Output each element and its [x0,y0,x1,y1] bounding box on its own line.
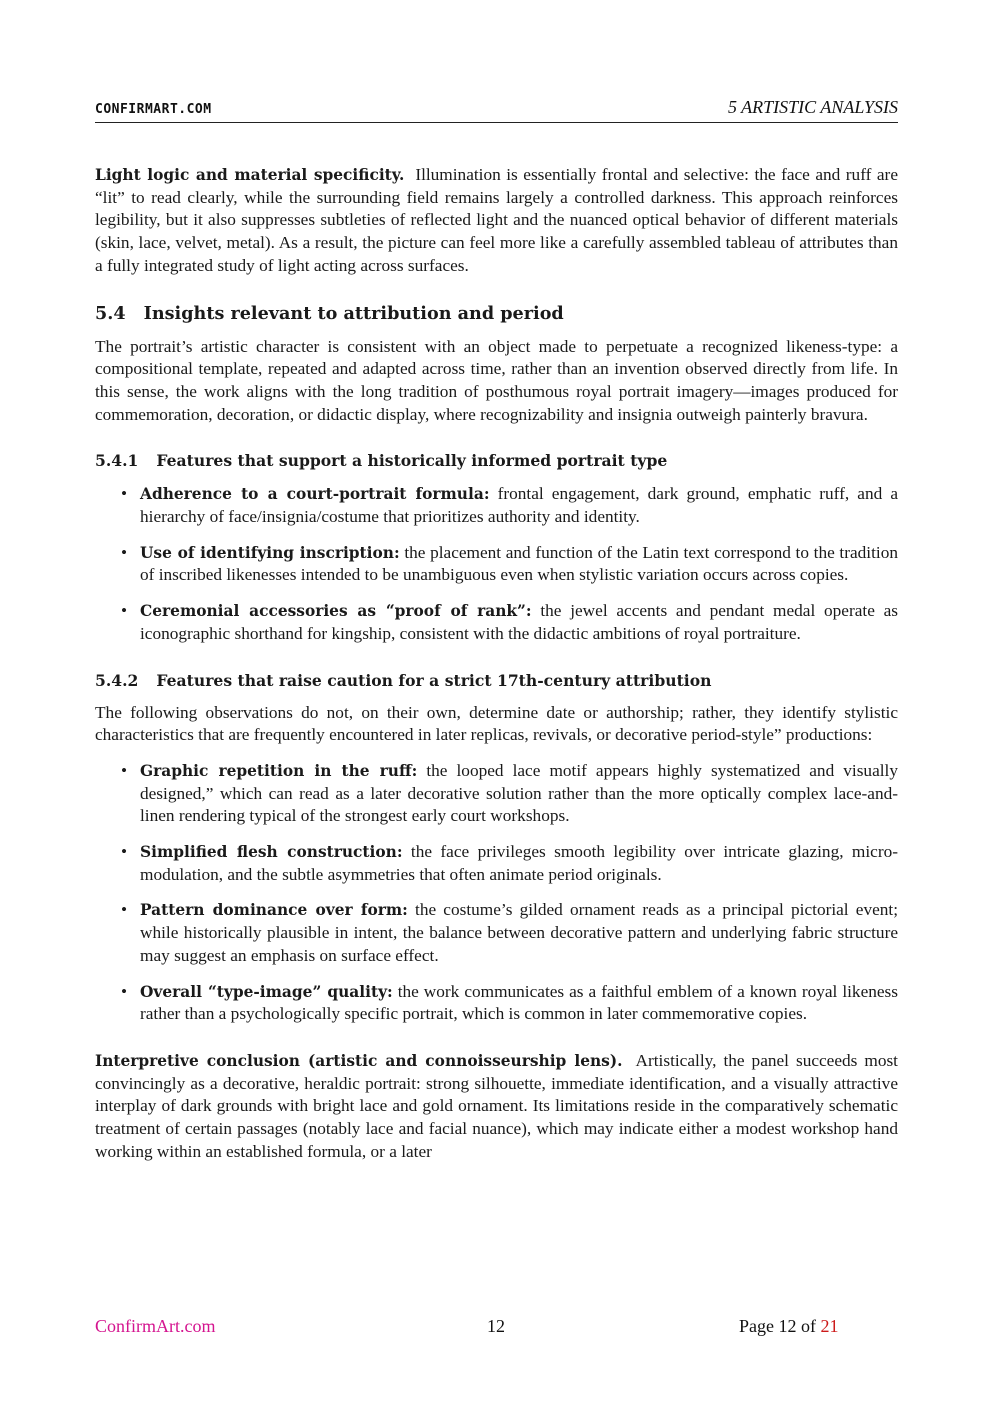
bullet-icon: • [121,601,128,621]
item-label: Pattern dominance over form: [140,901,408,920]
item-label: Overall “type-image” quality: [140,982,393,1001]
item-text: the looped lace motif appears highly systematized and visually designed,” which can read as a later decorative solution rather than the more optically complex lace-and-linen rendering typical of the strongest early court workshops. [140,760,898,826]
subsection-title: Features that raise caution for a strict 17th-century attribution [156,670,712,690]
item-label: Simplified flesh construction: [140,843,403,862]
list-item [95,899,898,967]
bullet-icon: • [121,900,128,920]
paragraph-text: Illumination is essentially frontal and selective: the face and ruff are “lit” to read clearly, while the surrounding field remains largely a controlled darkness. This approach reinforces legibility, but it also suppresses subtleties of reflected light and the nuanced optical behavior of different materials (skin, lace, velvet, metal). As a result, the picture can feel more like a carefully assembled tableau of attributes than a fully integrated study of light acting across surfaces. [95,165,898,275]
caution-features-list [95,760,898,1026]
section-5-4-2-intro: The following observations do not, on their own, determine date or authorship; rather, they identify stylistic characteristics that are frequently encountered in later replicas, revivals, or decorative period-style” productions: [95,702,898,745]
subsection-number: 5.4.2 [95,670,139,690]
subsection-heading-5-4-2 [95,670,898,692]
item-label: Ceremonial accessories as “proof of rank”: [140,602,532,621]
subsection-title: Features that support a historically informed portrait type [156,451,668,471]
confirmart-logo: CONFIRMART.COM [95,102,212,117]
item-text: the jewel accents and pendant medal operate as iconographic shorthand for kingship, consistent with the didactic ambitions of royal portraiture. [140,601,898,643]
page-content [95,164,898,1164]
section-title: Insights relevant to attribution and period [143,302,564,324]
footer-page-number: 12 [487,1316,505,1336]
paragraph-light-logic [95,164,898,278]
item-label: Adherence to a court-portrait formula: [140,485,490,504]
list-item [95,542,898,587]
bullet-icon: • [121,842,128,862]
section-5-4-text: The portrait’s artistic character is consistent with an object made to perpetuate a recognized likeness-type: a compositional template, repeated and adapted across time, rather than an invention observed directly from life. In this sense, the work aligns with the long tradition of posthumous royal portrait imagery—images produced for commemoration, decoration, or didactic display, where recognizability and insignia outweigh painterly bravura. [95,336,898,424]
item-label: Graphic repetition in the ruff: [140,761,418,780]
paragraph-interpretive-conclusion [95,1050,898,1164]
running-title: 5 ARTISTIC ANALYSIS [727,97,898,117]
list-item [95,600,898,645]
item-text: the placement and function of the Latin text correspond to the tradition of inscribed likenesses intended to be unambiguous even when stylistic variation occurs across copies. [140,542,898,585]
bullet-icon: • [121,981,128,1001]
paragraph-text: Artistically, the panel succeeds most convincingly as a decorative, heraldic portrait: strong silhouette, immediate identification, and a visually attractive interplay of dark grounds with bright lace and gold ornament. Its limitations reside in the comparatively schematic treatment of certain passages (notably lace and facial nuance), which may indicate either a modest workshop hand working within an established formula, or a later [95,1050,898,1161]
page-header [95,98,898,123]
page-count-prefix: Page 12 of [739,1316,816,1336]
footer-page-count [739,1316,838,1337]
list-item [95,760,898,828]
paragraph-heading: Light logic and material specificity. [95,166,405,184]
page-total-link[interactable]: 21 [820,1316,839,1336]
footer-site-link[interactable]: ConfirmArt.com [95,1316,216,1336]
list-item [95,483,898,528]
bullet-icon: • [121,542,128,562]
subsection-number: 5.4.1 [95,451,139,471]
item-text: the face privileges smooth legibility over intricate glazing, micro-modulation, and the subtle asymmetries that often animate period originals. [140,842,898,884]
item-text: the costume’s gilded ornament reads as a principal pictorial event; while historically plausible in intent, the balance between decorative pattern and underlying fabric structure may suggest an emphasis on surface effect. [140,900,899,965]
support-features-list [95,483,898,645]
item-label: Use of identifying inscription: [140,543,400,562]
bullet-icon: • [121,760,128,780]
section-heading-5-4 [95,302,898,326]
subsection-heading-5-4-1 [95,450,898,472]
section-number: 5.4 [95,302,126,324]
bullet-icon: • [121,484,128,504]
item-text: frontal engagement, dark ground, emphatic ruff, and a hierarchy of face/insignia/costume that prioritizes authority and identity. [140,484,899,527]
list-item [95,981,898,1026]
list-item [95,841,898,886]
paragraph-heading: Interpretive conclusion (artistic and connoisseurship lens). [95,1051,623,1070]
item-text: the work communicates as a faithful emblem of a known royal likeness rather than a psychologically specific portrait, which is common in later commemorative copies. [140,981,898,1024]
